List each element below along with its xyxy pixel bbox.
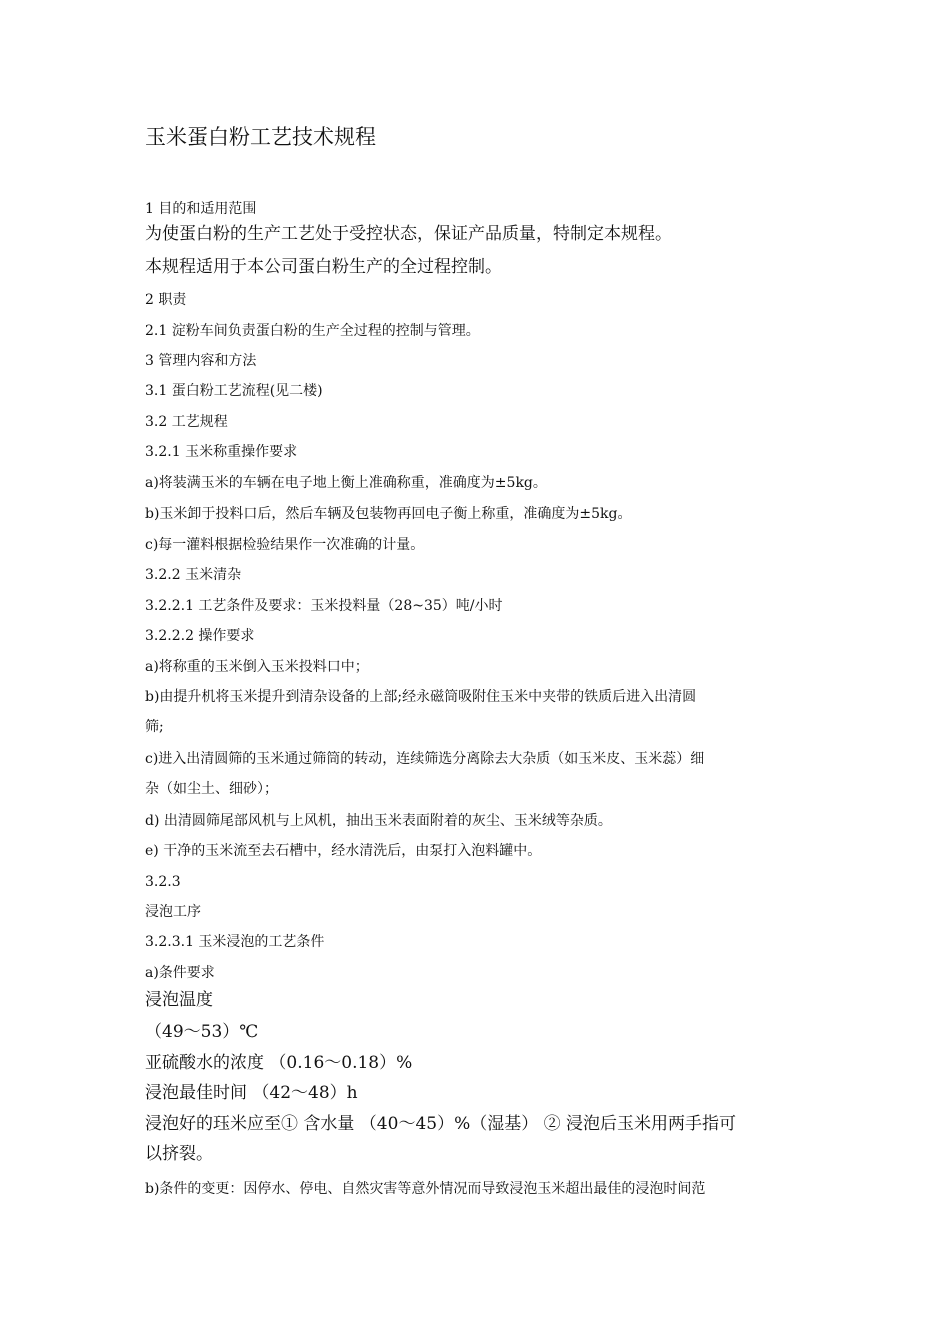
- list-item: b)玉米卸于投料口后，然后车辆及包装物再回电子衡上称重，准确度为±5kg。: [145, 506, 632, 522]
- list-item: a)条件要求: [145, 965, 215, 981]
- list-item: b)由提升机将玉米提升到清杂设备的上部;经永磁筒吸附住玉米中夹带的铁质后进入出清圆: [145, 689, 697, 705]
- subsection-heading: 3.2.1 玉米称重操作要求: [145, 444, 298, 460]
- subsection-heading: 3.2.2 玉米清杂: [145, 567, 242, 583]
- list-item: d) 出清圆筛尾部风机与上风机，抽出玉米表面附着的灰尘、玉米绒等杂质。: [145, 813, 612, 829]
- paragraph: 为使蛋白粉的生产工艺处于受控状态，保证产品质量，特制定本规程。: [145, 224, 672, 244]
- subsection-heading: 3.2 工艺规程: [145, 414, 228, 430]
- subsection-heading: 3.2.3.1 玉米浸泡的工艺条件: [145, 934, 325, 950]
- subsection-heading: 3.2.3: [145, 874, 181, 890]
- condition-line: 亚硫酸水的浓度 （0.16～0.18）%: [145, 1053, 413, 1073]
- section-heading: 1 目的和适用范围: [145, 201, 257, 217]
- condition-line: 浸泡最佳时间 （42～48）h: [145, 1083, 358, 1103]
- subsection-heading: 3.1 蛋白粉工艺流程(见二楼): [145, 383, 323, 399]
- list-item: b)条件的变更：因停水、停电、自然灾害等意外情况而导致浸泡玉米超出最佳的浸泡时间范: [145, 1181, 706, 1197]
- paragraph: 2.1 淀粉车间负责蛋白粉的生产全过程的控制与管理。: [145, 323, 480, 339]
- list-item: c)进入出清圆筛的玉米通过筛筒的转动，连续筛选分离除去大杂质（如玉米皮、玉米蕊）细: [145, 751, 705, 767]
- condition-line-continued: 以挤裂。: [145, 1144, 213, 1164]
- subsection-heading: 浸泡工序: [145, 904, 201, 920]
- list-item: a)将装满玉米的车辆在电子地上衡上准确称重，准确度为±5kg。: [145, 475, 547, 491]
- condition-line: 浸泡好的珏米应至① 含水量 （40～45）%（湿基） ② 浸泡后玉米用两手指可: [145, 1114, 737, 1134]
- paragraph: 本规程适用于本公司蛋白粉生产的全过程控制。: [145, 257, 502, 277]
- list-item-continued: 杂（如尘土、细砂）；: [145, 781, 278, 797]
- condition-line: 浸泡温度: [145, 990, 213, 1010]
- list-item: c)每一灌料根据检验结果作一次准确的计量。: [145, 537, 425, 553]
- section-heading: 2 职责: [145, 292, 187, 308]
- list-item: e) 干净的玉米流至去石槽中，经水清洗后，由泵打入泡料罐中。: [145, 843, 542, 859]
- list-item: a)将称重的玉米倒入玉米投料口中；: [145, 659, 369, 675]
- list-item-continued: 筛;: [145, 719, 164, 735]
- document-title: 玉米蛋白粉工艺技术规程: [145, 125, 376, 149]
- paragraph: 3.2.2.1 工艺条件及要求：玉米投料量（28~35）吨/小时: [145, 598, 503, 614]
- condition-line: （49～53）℃: [145, 1022, 259, 1042]
- subsection-heading: 3.2.2.2 操作要求: [145, 628, 255, 644]
- section-heading: 3 管理内容和方法: [145, 353, 257, 369]
